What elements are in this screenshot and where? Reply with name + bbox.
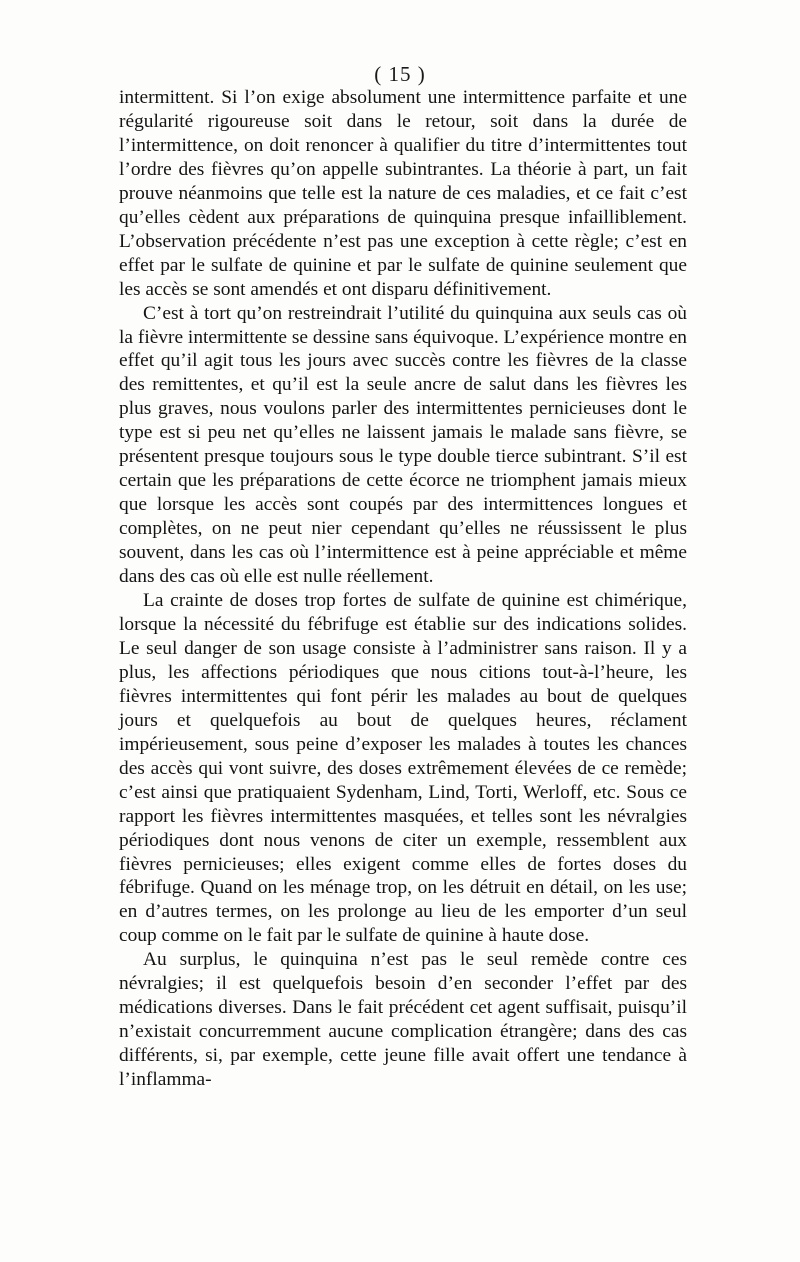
page-number: ( 15 ) — [374, 62, 426, 86]
paragraph-3: La crainte de doses trop fortes de sulfate de quinine est chimérique, lorsque la nécessité du fébrifuge est établie sur des indications solides. Le seul danger de son usage consiste à l’administrer sans raison. Il y a plus, les affections périodiques que nous citions tout-à-l’heure, les fièvres intermittentes qui font périr les malades au bout de quelques jours et quelquefois au bout de quelques heures, réclament impérieusement, sous peine d’exposer les malades à toutes les chances des accès qui vont suivre, des doses extrêmement élevées de ce remède; c’est ainsi que pratiquaient Sydenham, Lind, Torti, Werloff, etc. Sous ce rapport les fièvres intermittentes masquées, et telles sont les névralgies périodiques dont nous venons de citer un exemple, ressemblent aux fièvres pernicieuses; elles exigent comme elles de fortes doses du fébrifuge. Quand on les ménage trop, on les détruit en détail, on les use; en d’autres termes, on les prolonge au lieu de les emporter d’un seul coup comme on le fait par le sulfate de quinine à haute dose. — [119, 590, 687, 947]
body-text — [119, 86, 687, 1092]
paragraph-2: C’est à tort qu’on restreindrait l’utilité du quinquina aux seuls cas où la fièvre intermittente se dessine sans équivoque. L’expérience montre en effet qu’il agit tous les jours avec succès contre les fièvres de la classe des remittentes, et qu’il est la seule ancre de salut dans les fièvres les plus graves, nous voulons parler des intermittentes pernicieuses dont le type est si peu net qu’elles ne laissent jamais le malade sans fièvre, se présentent presque toujours sous le type double tierce subintrant. S’il est certain que les préparations de cette écorce ne triomphent jamais mieux que lorsque les accès sont coupés par des intermittences longues et complètes, on ne peut nier cependant qu’elles ne réussissent le plus souvent, dans les cas où l’intermittence est à peine appréciable et même dans des cas où elle est nulle réellement. — [119, 302, 687, 588]
paragraph-4: Au surplus, le quinquina n’est pas le seul remède contre ces névralgies; il est quelquefois besoin d’en seconder l’effet par des médications diverses. Dans le fait précédent cet agent suffisait, puisqu’il n’existait concurremment aucune complication étrangère; dans des cas différents, si, par exemple, cette jeune fille avait offert une tendance à l’inflamma- — [119, 949, 687, 1091]
paragraph-1: intermittent. Si l’on exige absolument une intermittence parfaite et une régularité rigoureuse soit dans le retour, soit dans la durée de l’intermittence, on doit renoncer à qualifier du titre d’intermittentes tout l’ordre des fièvres qu’on appelle subintrantes. La théorie à part, un fait prouve néanmoins que telle est la nature de ces maladies, et ce fait c’est qu’elles cèdent aux préparations de quinquina presque infailliblement. L’observation précédente n’est pas une exception à cette règle; c’est en effet par le sulfate de quinine et par le sulfate de quinine seulement que les accès se sont amendés et ont disparu définitivement. — [119, 87, 687, 300]
